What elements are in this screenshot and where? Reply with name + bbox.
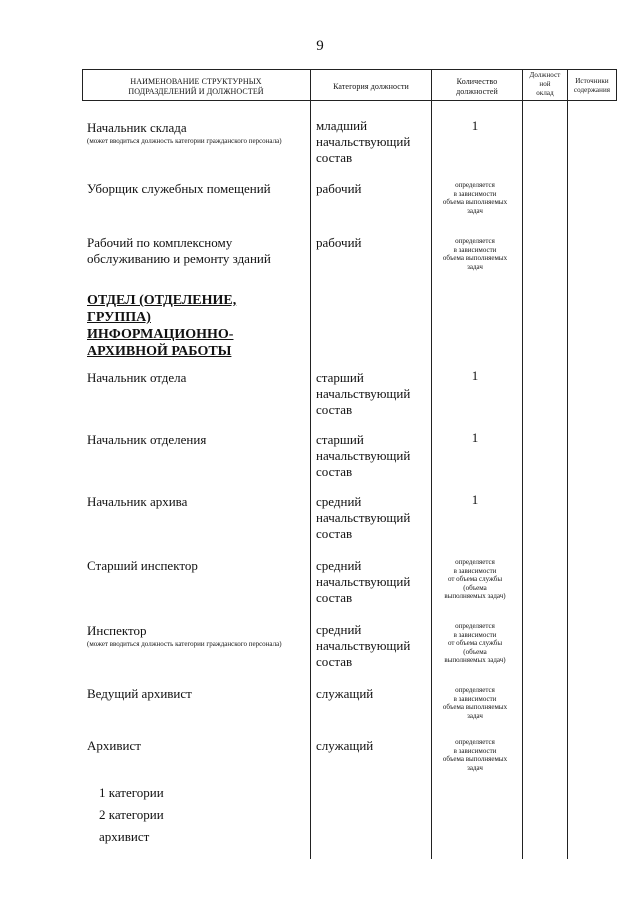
positions-count: 1 <box>471 118 479 133</box>
column-divider-4 <box>567 69 568 859</box>
positions-count-note: определяется в зависимости от объема службы (объема выполняемых задач) <box>444 558 506 600</box>
position-category: служащий <box>316 686 374 701</box>
table-top-border <box>82 69 617 70</box>
archivist-subcategory: 2 категории <box>99 807 164 822</box>
header-funding-sources: Источники содержания <box>573 77 611 94</box>
positions-count: 1 <box>471 368 479 383</box>
positions-count-note: определяется в зависимости объема выполняемых задач <box>442 738 508 772</box>
position-category: младший начальствующий состав <box>316 118 411 165</box>
positions-count-note: определяется в зависимости объема выполняемых задач <box>442 181 508 215</box>
table-left-border <box>82 69 83 101</box>
position-name: Архивист <box>87 738 141 753</box>
positions-count-note: определяется в зависимости от объема службы (объема выполняемых задач) <box>444 622 506 664</box>
header-structural-units: НАИМЕНОВАНИЕ СТРУКТУРНЫХ ПОДРАЗДЕЛЕНИЙ И ДОЛЖНОСТЕЙ <box>128 77 264 96</box>
header-position-category: Категория должности <box>333 82 409 91</box>
position-name: Начальник архива <box>87 494 188 509</box>
position-category: служащий <box>316 738 374 753</box>
archivist-subcategory: архивист <box>99 829 150 844</box>
column-divider-1 <box>310 69 311 859</box>
position-category: рабочий <box>316 181 362 196</box>
position-name: Начальник склада (может вводиться должность категории гражданского персонала) <box>87 120 307 146</box>
positions-count-note: определяется в зависимости объема выполняемых задач <box>442 237 508 271</box>
page-number: 9 <box>316 38 324 54</box>
position-note: (может вводиться должность категории гражданского персонала) <box>87 137 282 145</box>
position-name: Начальник отделения <box>87 432 207 447</box>
header-positions-count: Количество должностей <box>456 77 498 96</box>
position-name: Ведущий архивист <box>87 686 192 701</box>
positions-count: 1 <box>471 430 479 445</box>
position-category: рабочий <box>316 235 362 250</box>
position-category: средний начальствующий состав <box>316 622 411 669</box>
position-name: Инспектор (может вводиться должность категории гражданского персонала) <box>87 623 307 649</box>
position-name: Уборщик служебных помещений <box>87 181 271 196</box>
positions-count-note: определяется в зависимости объема выполняемых задач <box>442 686 508 720</box>
position-name: Рабочий по комплексному обслуживанию и ремонту зданий <box>87 235 271 266</box>
table-right-border <box>616 69 617 101</box>
position-category: старший начальствующий состав <box>316 432 411 479</box>
section-title: ОТДЕЛ (ОТДЕЛЕНИЕ, ГРУППА) ИНФОРМАЦИОННО- АРХИВНОЙ РАБОТЫ <box>87 293 237 359</box>
archivist-subcategory: 1 категории <box>99 785 164 800</box>
position-note: (может вводиться должность категории гражданского персонала) <box>87 640 282 648</box>
column-divider-3 <box>522 69 523 859</box>
table-header-bottom-border <box>82 100 617 101</box>
header-salary: Должност ной оклад <box>529 71 561 97</box>
position-category: средний начальствующий состав <box>316 558 411 605</box>
position-category: старший начальствующий состав <box>316 370 411 417</box>
position-name: Старший инспектор <box>87 558 198 573</box>
position-name: Начальник отдела <box>87 370 187 385</box>
position-category: средний начальствующий состав <box>316 494 411 541</box>
positions-count: 1 <box>471 492 479 507</box>
